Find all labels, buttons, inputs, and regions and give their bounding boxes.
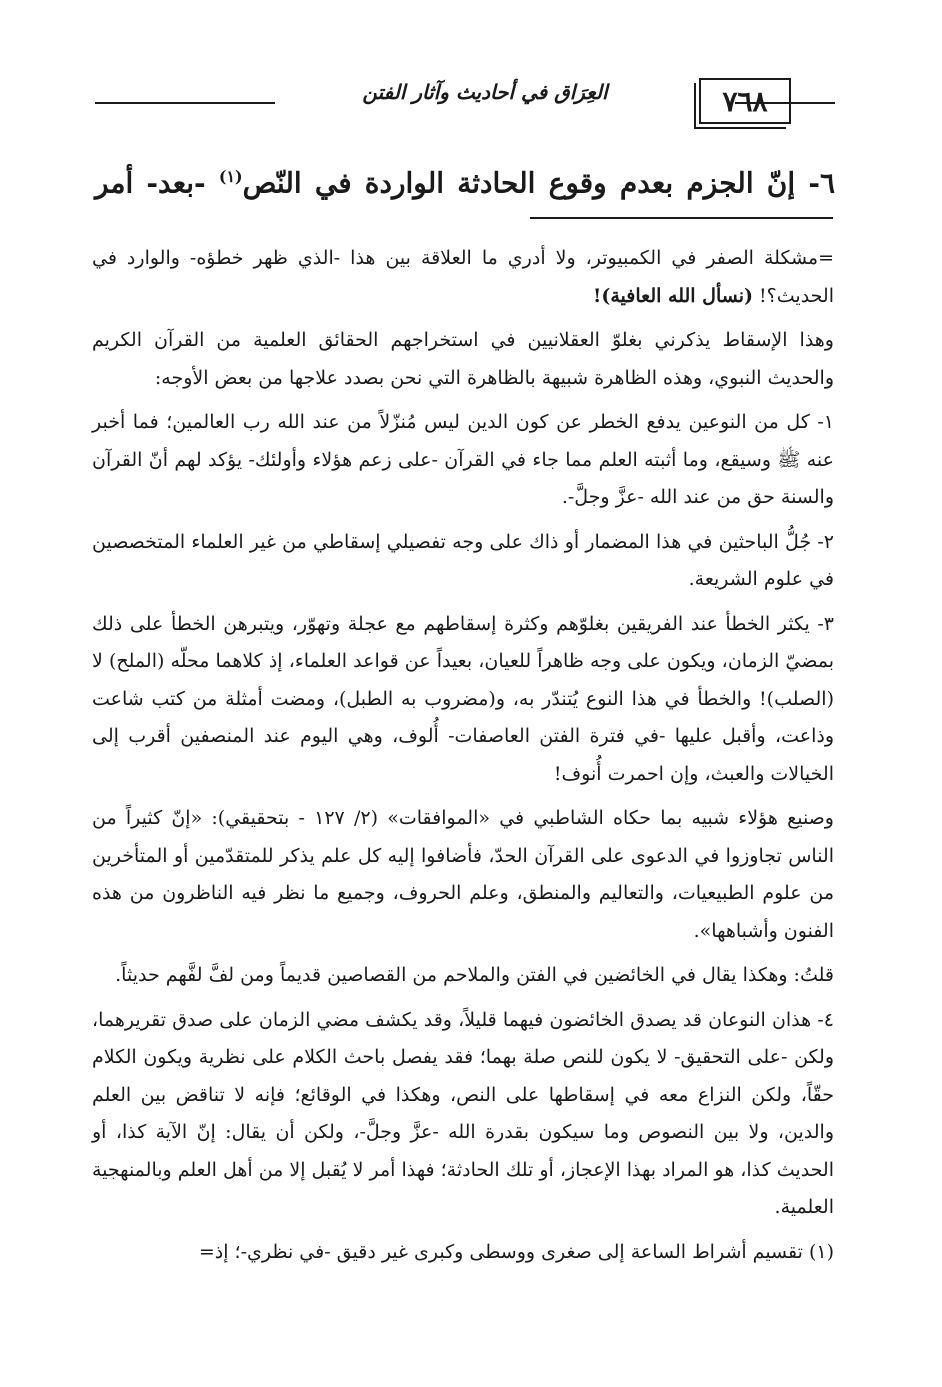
paragraph: ٤- هذان النوعان قد يصدق الخائضون فيهما قليلاً، وقد يكشف مضي الزمان على صدق تقريرهما، ولكن -على التحقيق- لا يكون للنص صلة بهما؛ فقد يفصل باحث الكلام على نظرية ويكون الكلام حقّاً، ولكن النزاع معه في إسقاطها على النص، وهكذا في الوقائع؛ فإنه لا تناقض بين العلم والدين، ولا بين النصوص وما سيكون بقدرة الله -عزَّ وجلَّ-، ولكن أن يقال: إنّ الآية كذا، أو الحديث كذا، هو المراد بهذا الإعجاز، أو تلك الحادثة؛ فهذا أمر لا يُقبل إلا من أهل العلم وبالمنهجية العلمية. [92,1008,834,1218]
footnote-ref: (١) [218,167,243,186]
page-number: ٧٦٨ [699,78,791,124]
book-title: العِرَاق في أحاديث وآثار الفتن [362,80,608,104]
footnote-separator [530,217,833,219]
header-rule-left [95,102,275,104]
paragraph-continuation [92,240,834,315]
section-heading [95,155,835,205]
paragraph-text: =مشكلة الصفر في الكمبيوتر، ولا أدري ما العلاقة بين هذا -الذي ظهر خطؤه- والوارد في الحديث؟! [92,247,834,307]
heading-text: ٦- إنّ الجزم بعدم وقوع الحادثة الواردة في النّص [242,166,836,200]
footnote: (١) تقسيم أشراط الساعة إلى صغرى ووسطى وكبرى غير دقيق -في نظري-؛ إذ= [198,1240,834,1263]
heading-tail: -بعد- أمر [95,166,219,200]
paragraph: قلتُ: وهكذا يقال في الخائضين في الفتن والملاحم من القصاصين قديماً ومن لفَّ لفَّهم حديثاً. [115,964,834,986]
paragraph: وصنيع هؤلاء شبيه بما حكاه الشاطبي في «الموافقات» (٢/ ١٢٧ - بتحقيقي): «إنّ كثيراً من الناس تجاوزوا في الدعوى على القرآن الحدّ، فأضافوا إليه كل علم يذكر للمتقدّمين أو المتأخرين من علوم الطبيعيات، والتعاليم والمنطق، وعلم الحروف، وجميع ما نظر فيه الناظرون من هذه الفنون وأشباهها». [92,807,834,942]
paragraph-bold: (نسأل الله العافية)! [593,284,753,307]
running-header [95,70,835,134]
paragraph: ١- كل من النوعين يدفع الخطر عن كون الدين ليس مُنزّلاً من عند الله رب العالمين؛ فما أخبر عنه ﷺ وسيقع، وما أثبته العلم مما جاء في القرآن -على زعم هؤلاء وأولئك- يؤكد لهم أنّ القرآن والسنة حق من عند الله -عزَّ وجلَّ-. [92,411,834,508]
paragraph: ٣- يكثر الخطأ عند الفريقين بغلوّهم وكثرة إسقاطهم مع عجلة وتهوّر، ويتبرهن الخطأ على ذلك بمضيّ الزمان، ويكون على وجه ظاهراً للعيان، بعيداً عن قواعد العلماء، إذ كلاهما محلّه (الملح) لا (الصلب)! والخطأ في هذا النوع يُتندّر به، و(مضروب به الطبل)، ومضت أمثلة من كتب شاعت وذاعت، وأقبل عليها -في فترة الفتن العاصفات- أُلوف، وهي اليوم عند المنصفين أقرب إلى الخيالات والعبث، وإن احمرت أُنوف! [92,612,834,785]
body-text [92,240,834,1278]
paragraph: وهذا الإسقاط يذكرني بغلوّ العقلانيين في استخراجهم الحقائق العلمية من القرآن الكريم والحديث النبوي، وهذه الظاهرة شبيهة بالظاهرة التي نحن بصدد علاجها من بعض الأوجه: [92,329,834,389]
paragraph: ٢- جُلُّ الباحثين في هذا المضمار أو ذاك على وجه تفصيلي إسقاطي من غير العلماء المتخصصين في علوم الشريعة. [92,530,834,590]
